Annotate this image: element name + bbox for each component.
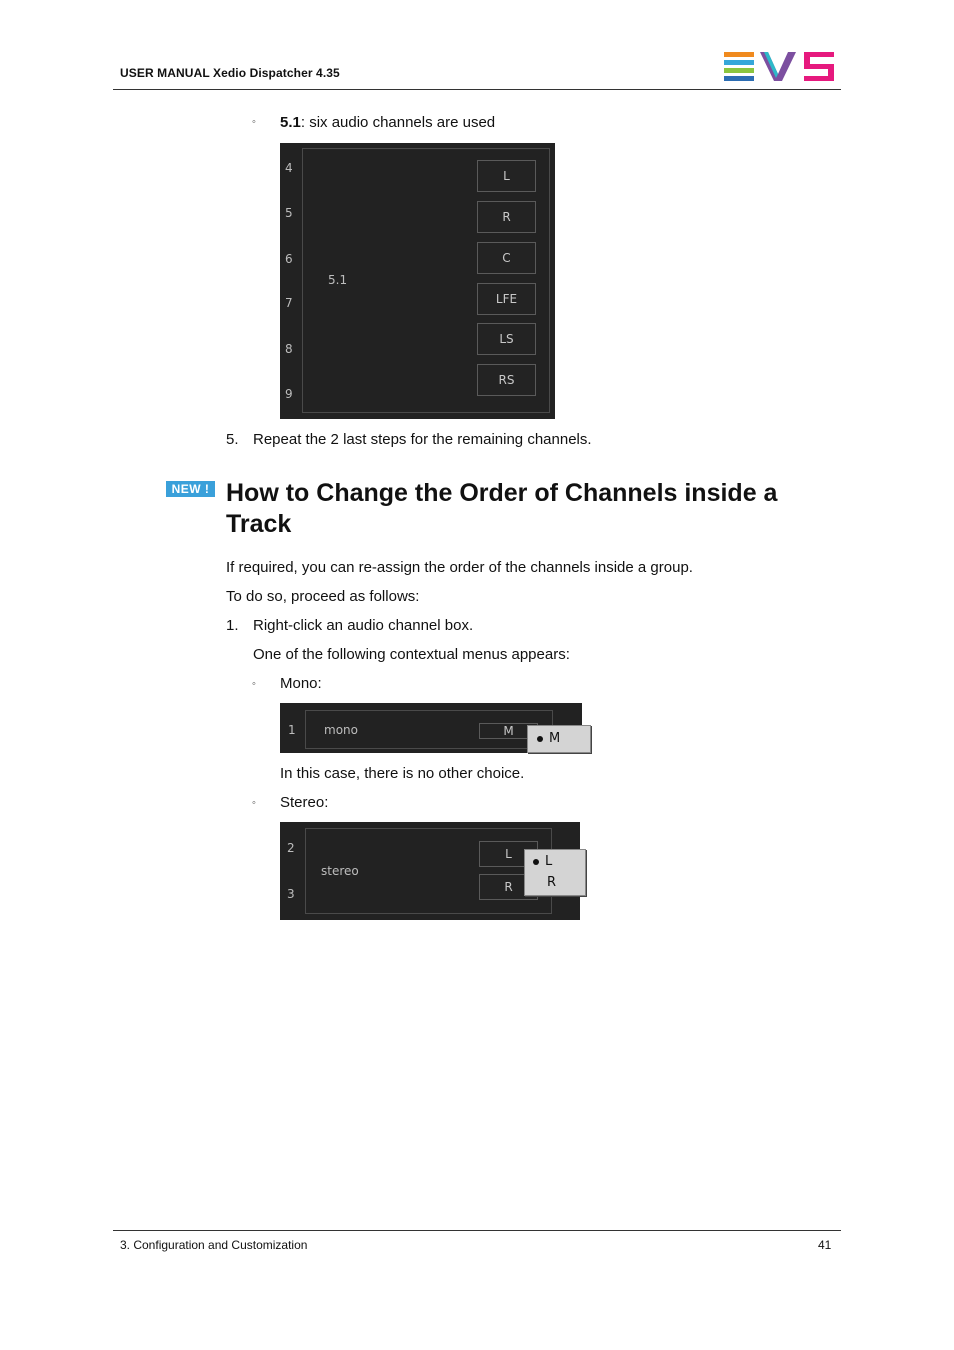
- row-number: 6: [285, 252, 293, 266]
- channel-button-l[interactable]: L: [477, 160, 536, 192]
- channel-button-rs[interactable]: RS: [477, 364, 536, 396]
- context-menu-stereo: [524, 849, 586, 896]
- evs-logo: [724, 52, 836, 82]
- row-number: 7: [285, 296, 293, 310]
- menu-item-label: L: [545, 854, 553, 869]
- menu-item-m[interactable]: [528, 726, 590, 752]
- channel-button-ls[interactable]: LS: [477, 323, 536, 355]
- context-menu-mono: [527, 725, 591, 753]
- new-badge: NEW !: [166, 481, 215, 497]
- channel-button-r[interactable]: R: [479, 874, 538, 900]
- procedure-intro: To do so, proceed as follows:: [226, 588, 420, 605]
- channel-button-lfe[interactable]: LFE: [477, 283, 536, 315]
- group-label: stereo: [321, 864, 359, 878]
- step-text: Repeat the 2 last steps for the remaining channels.: [253, 431, 592, 448]
- item-51: [280, 114, 495, 132]
- step-number: 1.: [226, 617, 239, 634]
- section-heading-line2: Track: [226, 510, 292, 538]
- channel-button-r[interactable]: R: [477, 201, 536, 233]
- menu-item-r[interactable]: [525, 872, 585, 893]
- item-51-bold: 5.1: [280, 114, 301, 131]
- section-heading-line1: How to Change the Order of Channels inside a: [226, 479, 778, 507]
- mono-label: Mono:: [280, 675, 322, 692]
- header-title: USER MANUAL Xedio Dispatcher 4.35: [120, 66, 340, 80]
- group-label: 5.1: [328, 273, 348, 287]
- menu-item-label: M: [549, 731, 561, 746]
- surround-51-panel: [280, 143, 555, 419]
- selected-dot-icon: [533, 859, 539, 865]
- stereo-label: Stereo:: [280, 794, 329, 811]
- footer-rule: [113, 1230, 841, 1231]
- row-number: 8: [285, 342, 293, 356]
- page-number: 41: [818, 1238, 832, 1252]
- row-number: 2: [287, 841, 295, 855]
- intro-paragraph: If required, you can re-assign the order of the channels inside a group.: [226, 559, 693, 576]
- footer-chapter: 3. Configuration and Customization: [120, 1238, 308, 1252]
- step-number: 5.: [226, 431, 239, 448]
- mono-note: In this case, there is no other choice.: [280, 765, 525, 782]
- step-subtext: One of the following contextual menus appears:: [253, 646, 570, 663]
- bullet-marker: ◦: [252, 678, 256, 690]
- group-label: mono: [324, 723, 358, 737]
- menu-item-l[interactable]: [525, 851, 585, 872]
- step-text: Right-click an audio channel box.: [253, 617, 474, 634]
- selected-dot-icon: [537, 736, 543, 742]
- item-51-text: : six audio channels are used: [300, 114, 496, 131]
- channel-button-m[interactable]: M: [479, 723, 538, 739]
- channel-button-c[interactable]: C: [477, 242, 536, 274]
- row-number: 5: [285, 206, 293, 220]
- channel-button-l[interactable]: L: [479, 841, 538, 867]
- row-number: 1: [288, 723, 296, 737]
- header-rule: [113, 89, 841, 90]
- row-number: 4: [285, 161, 293, 175]
- bullet-marker: ◦: [252, 797, 256, 809]
- row-number: 9: [285, 387, 293, 401]
- menu-item-label: R: [547, 875, 557, 890]
- bullet-marker: ◦: [252, 116, 256, 128]
- row-number: 3: [287, 887, 295, 901]
